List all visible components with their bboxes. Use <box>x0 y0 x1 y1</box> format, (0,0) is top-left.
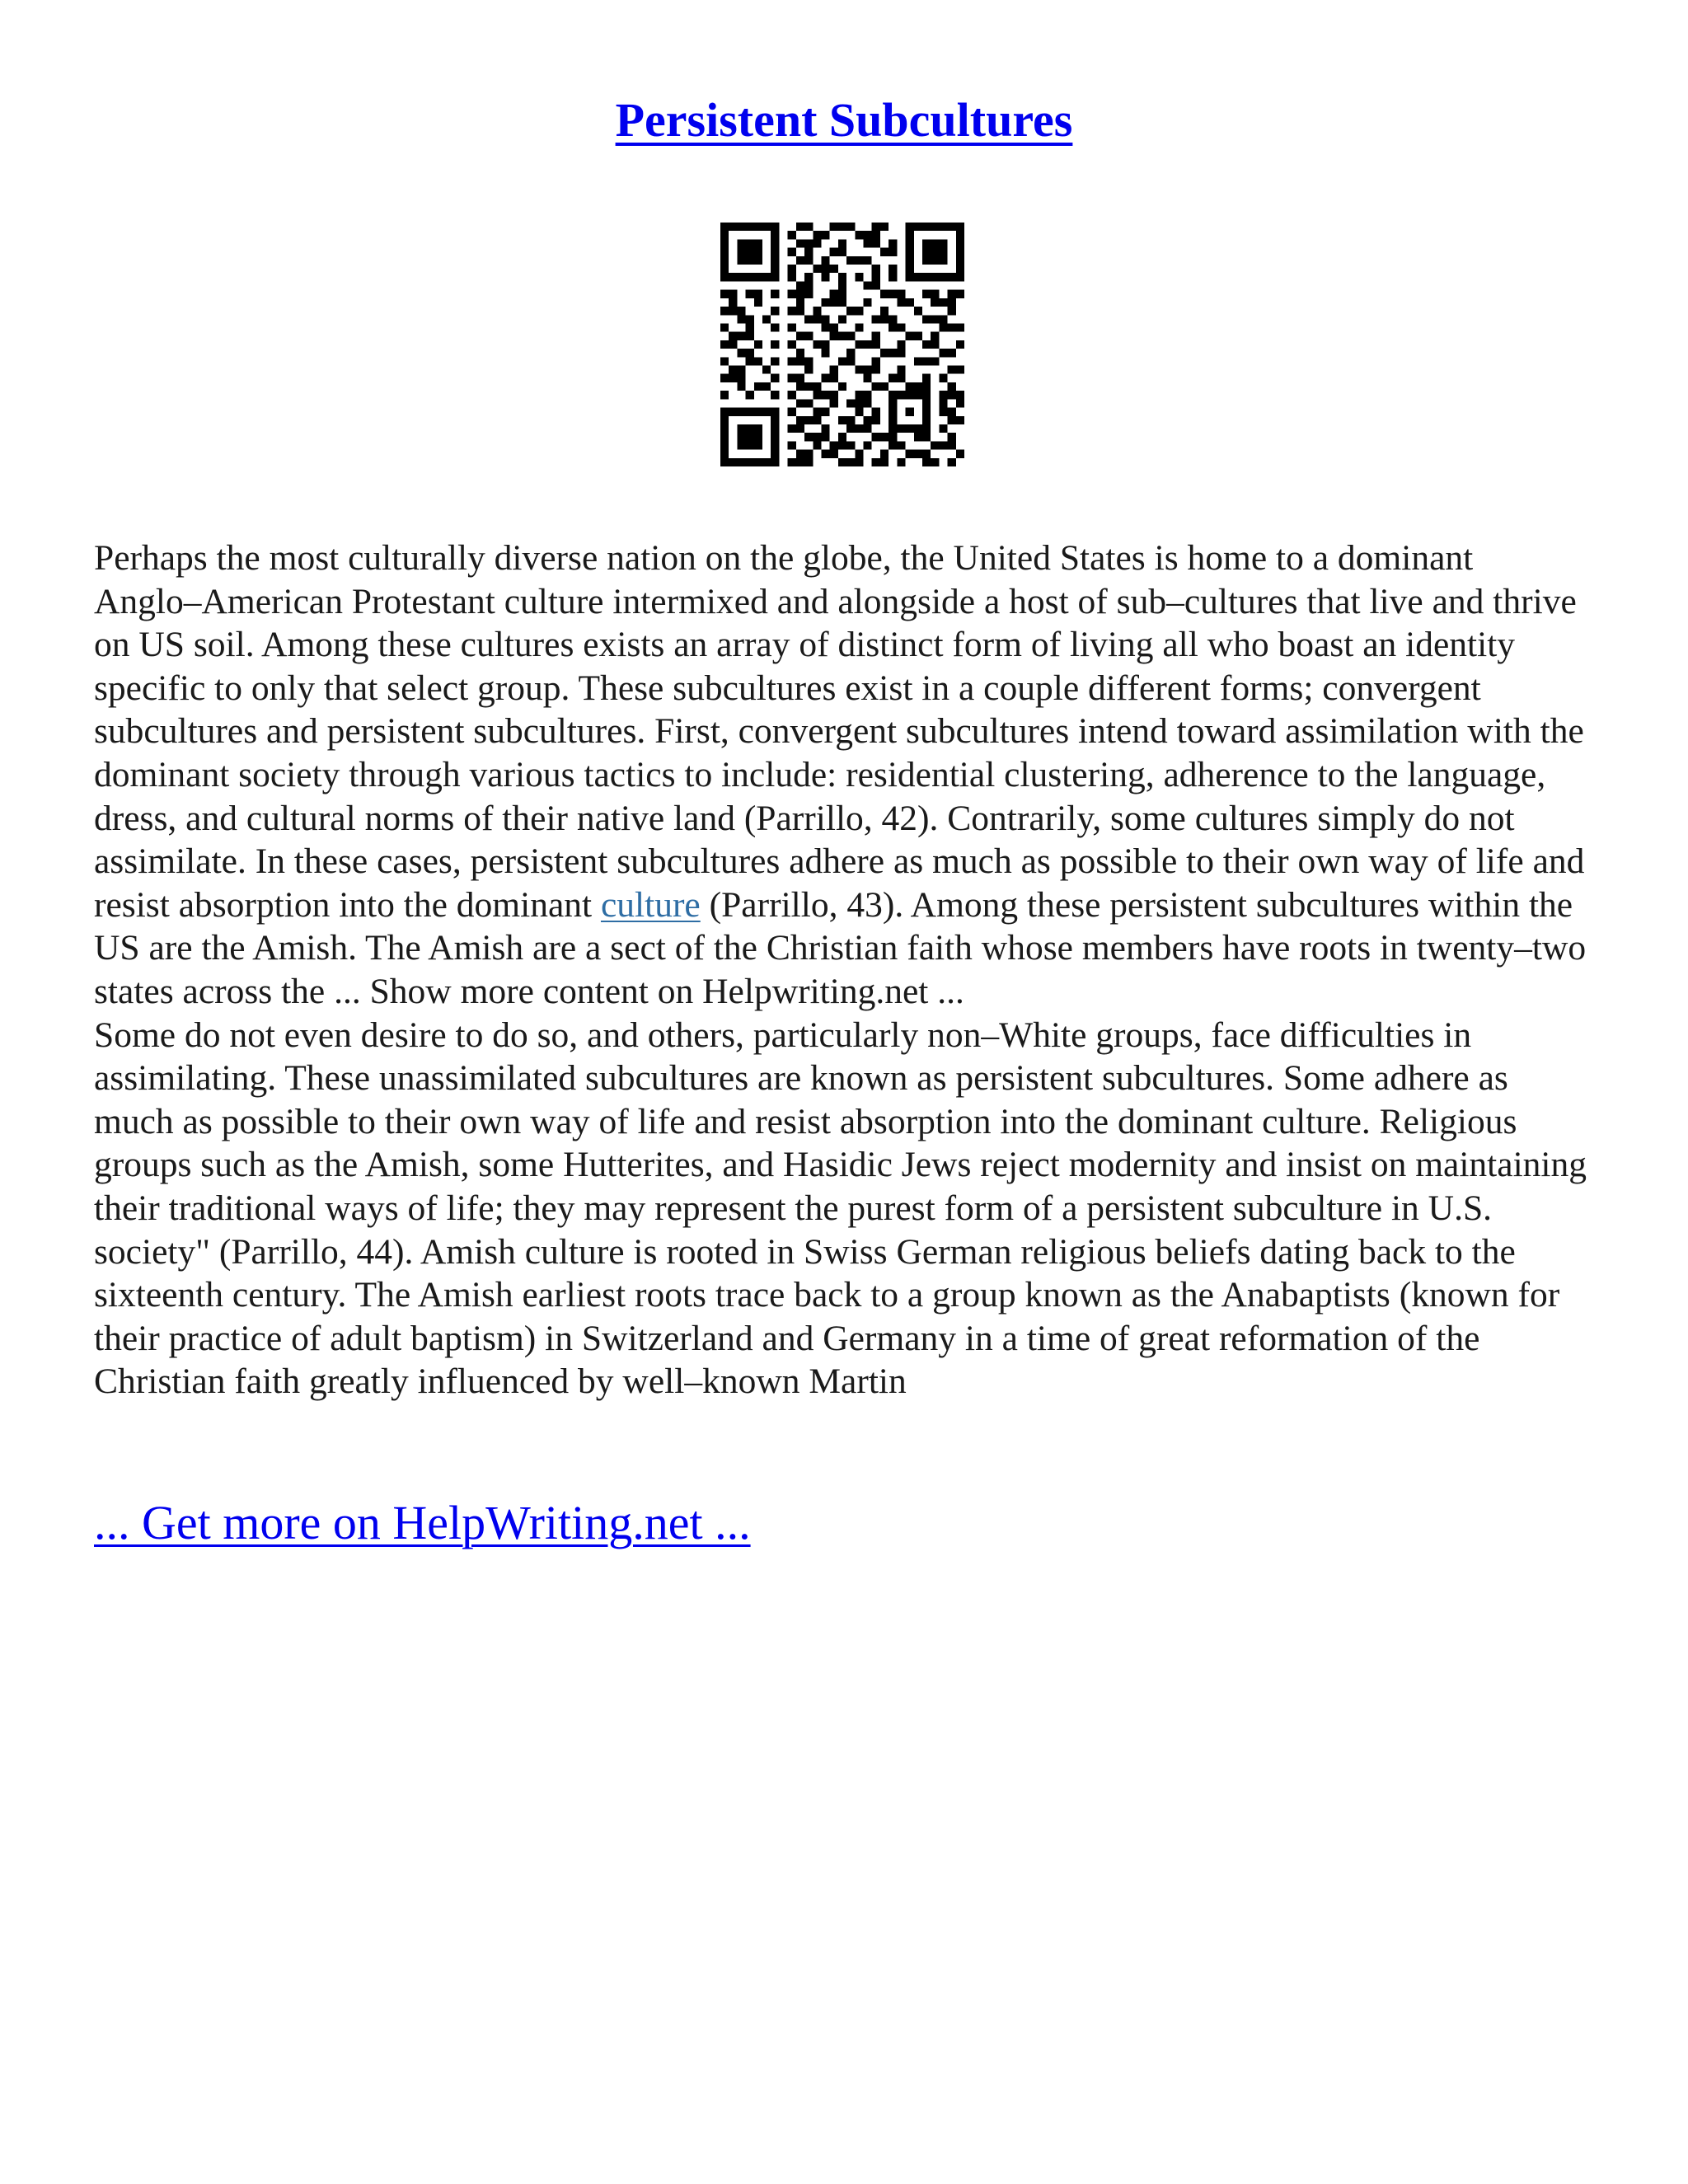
article-body <box>94 537 1587 1404</box>
title-link[interactable]: Persistent Subcultures <box>615 93 1073 147</box>
paragraph-2: Some do not even desire to do so, and others, particularly non–White groups, face difficulties in assimilating. These unassimilated subcultures are known as persistent subcultures. Some adhere as much as possible to their own way of life and resist absorption into the dominant culture. Religious groups such as the Amish, some Hutterites, and Hasidic Jews reject modernity and insist on maintaining their traditional ways of life; they may represent the purest form of a persistent subculture in U.S. society" (Parrillo, 44). Amish culture is rooted in Swiss German religious beliefs dating back to the sixteenth century. The Amish earliest roots trace back to a group known as the Anabaptists (known for their practice of adult baptism) in Switzerland and Germany in a time of great reformation of the Christian faith greatly influenced by well–known Martin <box>94 1015 1587 1402</box>
get-more-line <box>94 1492 751 1554</box>
culture-link[interactable]: culture <box>600 884 701 925</box>
paragraph-1-text: Perhaps the most culturally diverse nation on the globe, the United States is home to a dominant Anglo–American Protestant culture intermixed and alongside a host of sub–cultures that live and thrive on US soil. Among these cultures exists an array of distinct form of living all who boast an identity specific to only that select group. These subcultures exist in a couple different forms; convergent subcultures and persistent subcultures. First, convergent subcultures intend toward assimilation with the dominant society through various tactics to include: residential clustering, adherence to the language, dress, and cultural norms of their native land (Parrillo, 42). Contrarily, some cultures simply do not assimilate. In these cases, persistent subcultures adhere as much as possible to their own way of life and resist absorption into the dominant <box>94 538 1585 925</box>
paragraph-1-continuation: (Parrillo, 43). Among these persistent subcultures within the US are the Amish. The Amish are a sect of the Christian faith whose members have roots in twenty–two states across the ... Show more content on Helpwriting.net ... <box>94 884 1587 1011</box>
page-title <box>0 89 1688 152</box>
paragraph-1 <box>94 537 1587 1014</box>
qr-code-icon <box>720 223 964 466</box>
get-more-link[interactable]: ... Get more on HelpWriting.net ... <box>94 1496 751 1549</box>
